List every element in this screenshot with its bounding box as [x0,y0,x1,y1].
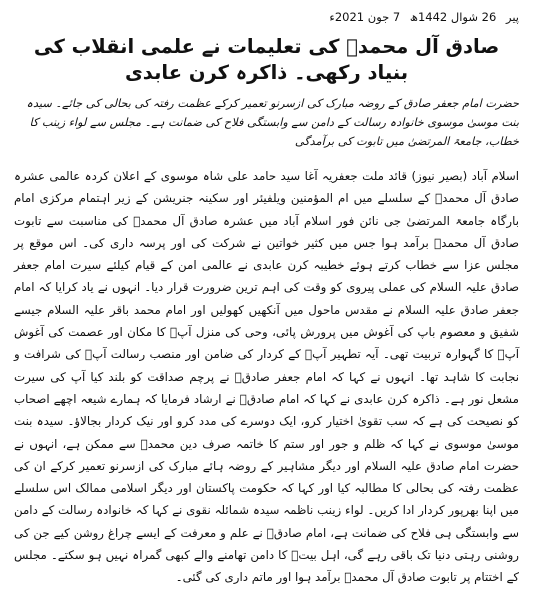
dateline-gregorian: 7 جون 2021ء [329,10,401,24]
dateline [14,10,519,24]
headline: صادق آل محمدؐ کی تعلیمات نے علمی انقلاب کی بنیاد رکھی۔ ذاکرہ کرن عابدی [33,35,500,84]
subheadline: حضرت امام جعفر صادق کے روضہ مبارک کی ازسرنو تعمیر کرکے عظمت رفتہ کی بحالی کی جائے۔ سیدہ بنت موسیٰ موسوی خانوادہ رسالت کے دامن سے وابستگی فلاح کی ضمانت ہے۔ مجلس سے لواء زینب کا خطاب، جامعۃ المرتضیٰ میں تابوت کی برآمدگی [26,97,519,148]
dateline-weekday: پیر [505,10,519,24]
article-paragraph: اسلام آباد (بصیر نیوز) قائد ملت جعفریہ آغا سید حامد علی شاہ موسوی کے اعلان کردہ عالمی عشرہ صادق آل محمدؐ کے سلسلے میں ام المؤمنین ویلفیئر اور سکینہ جنریشن کے زیر اہتمام مرکزی امام بارگاہ جامعۃ المرتضیٰ جی نائن فور اسلام آباد میں عشرہ صادق آل محمدؐ کی مناسبت سے تابوت صادق آل محمدؐ برآمد ہوا جس میں کثیر خواتین نے شرکت کی اور پرسہ داری کی۔ اس موقع پر مجلس عزا سے خطاب کرتے ہوئے خطیبہ کرن عابدی نے عالمی امن کے قیام کیلئے سیرت امام جعفر صادق علیہ السلام کی عملی پیروی کو وقت کی اہم ترین ضرورت قرار دیا۔ انہوں نے یاد کرایا کہ امام جعفر صادق علیہ السلام نے مقدس ماحول میں آنکھیں کھولیں اور امام محمد باقر علیہ السلام جیسے شفیق و معصوم باپ کی آغوش میں پرورش پائی، وحی کی منزل آپؑ کا مکان اور عصمت کی آغوش آپؑ کا گہوارہ تربیت تھی۔ آیہ تطہیر آپؑ کے کردار کی ضامن اور منصب رسالت آپؑ کی شرافت و نجابت کا شاہد تھا۔ انہوں نے کہا کہ امام جعفر صادقؑ نے پرچم صداقت کو بلند کیا آپ کی سیرت مشعل نور ہے۔ ذاکرہ کرن عابدی نے کہا کہ امام صادقؑ نے ارشاد فرمایا کہ ہمارے شیعہ اچھے اصحاب کو نصیحت کی ہے کہ سب تقویٰ اختیار کرو، ایک دوسرے کی مدد کرو اور نیک کردار بجالاؤ۔ سیدہ بنت موسیٰ موسوی نے کہا کہ ظلم و جور اور ستم کا خاتمہ صرف دین محمدؐ سے ممکن ہے، انہوں نے حضرت امام صادق علیہ السلام اور دیگر مشاہیر کے روضہ ہائے مبارک کی ازسرنو تعمیر کرکے ان کی عظمت رفتہ کی بحالی کا مطالبہ کیا اور کہا کہ حکومت پاکستان اور دیگر اسلامی ممالک اس سلسلے میں اپنا بھرپور کردار ادا کریں۔ لواء زینب ناظمہ سیدہ شمائلہ نقوی نے کہا کہ خانوادہ رسالت کے دامن سے وابستگی ہی فلاح کی ضمانت ہے، امام صادقؑ نے علم و معرفت کے ایسے چراغ روشن کیے جن کی روشنی رہتی دنیا تک باقی رہے گی، اہل بیتؑ کا دامن تھامنے والے کبھی گمراہ نہیں ہو سکتے۔ مجلس کے اختتام پر تابوت صادق آل محمدؐ برآمد ہوا اور ماتم داری کی گئی۔ [14,169,519,585]
dateline-hijri: 26 شوال 1442ھ [409,10,497,24]
article-body [14,165,519,589]
